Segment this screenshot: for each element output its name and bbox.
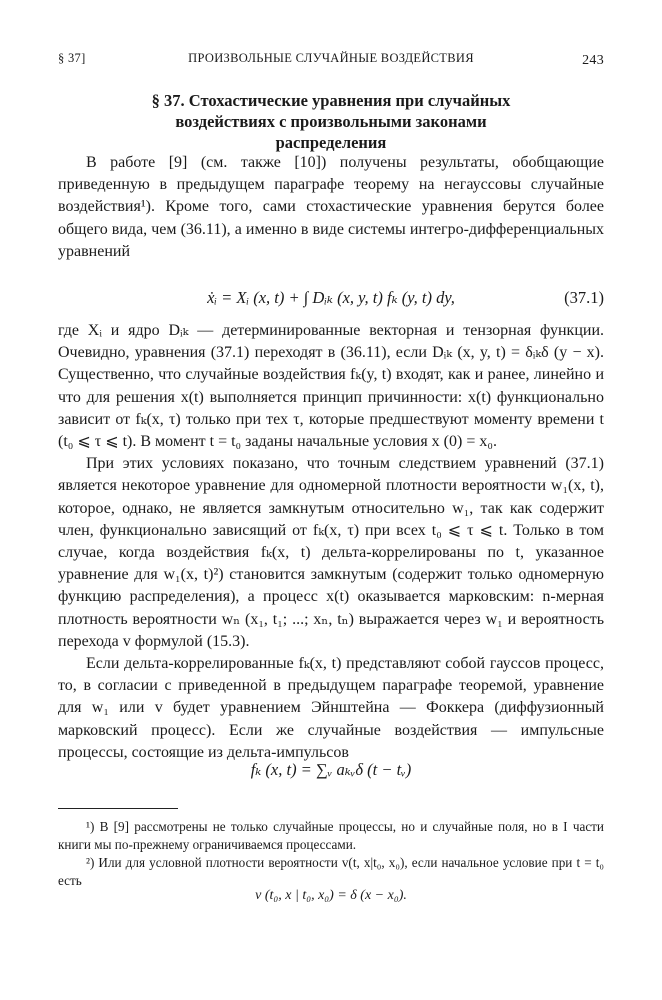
title-line-1: § 37. Стохастические уравнения при случайных [151,91,511,110]
paragraph-1: В работе [9] (см. также [10]) получены результаты, обобщающие приведенную в предыдущем параграфе теорему на негауссовы случайные воздействия¹). Кроме того, сами стохастические уравнения берутся более общего вида, чем (36.11), а именно в виде системы интегро-дифференциальных уравнений [58,154,604,260]
footnote-rule [58,808,178,809]
title-line-3: распределения [275,133,387,152]
header-running-title: ПРОИЗВОЛЬНЫЕ СЛУЧАЙНЫЕ ВОЗДЕЙСТВИЯ [188,51,474,65]
paragraph-2: где Xᵢ и ядро Dᵢₖ — детерминированные векторная и тензорная функции. Очевидно, уравнения (37.1) переходят в (36.11), если Dᵢₖ (x, y, t) = δᵢₖδ (y − x). Существенно, что случайные воздействия fₖ(y, t) входят, как и ранее, линейно и что для решения x(t) выполняется принцип причинности: x(t) функционально зависит от fₖ(x, τ) только при тех τ, которые предшествуют моменту времени t (t₀ ⩽ τ ⩽ t). В момент t = t₀ заданы начальные условия x (0) = x₀. [58,322,604,451]
equation-impulses-body: fₖ (x, t) = ∑ᵥ aₖᵥδ (t − tᵥ) [250,760,412,779]
page-number: 243 [582,53,604,68]
equation-37-1-body: ẋᵢ = Xᵢ (x, t) + ∫ Dᵢₖ (x, y, t) fₖ (y, t) dy, [207,288,455,307]
equation-37-1-label: (37.1) [564,288,604,307]
equation-impulses [58,760,604,780]
footnote-1: ¹) В [9] рассмотрены не только случайные процессы, но и случайные поля, но в I части книги мы по-прежнему ограничиваемся процессами. [58,819,604,852]
paragraph-4: Если дельта-коррелированные fₖ(x, t) представляют собой гауссов процесс, то, в согласии с приведенной в предыдущем параграфе теоремой, уравнение для w₁ или v будет уравнением Эйнштейна — Фоккера (диффузионный марковский процесс). Если же случайные воздействия — импульсные процессы, состоящие из дельта-импульсов [58,655,604,761]
header-section: § 37] [58,51,86,65]
running-header [58,48,604,70]
footnote-2: ²) Или для условной плотности вероятности v(t, x|t₀, x₀), если начальное условие при t = t₀ есть [58,855,604,888]
footnote-equation: v (t₀, x | t₀, x₀) = δ (x − x₀). [255,888,407,903]
equation-37-1 [58,288,604,308]
main-text [58,152,604,263]
paragraph-3: При этих условиях показано, что точным следствием уравнений (37.1) является некоторое уравнение для одномерной плотности вероятности w₁(x, t), которое, однако, не является замкнутым относительно w₁, так как содержит член, функционально зависящий от fₖ(x, τ) при всех t₀ ⩽ τ ⩽ t. Только в том случае, когда воздействия fₖ(x, t) дельта-коррелированы по t, указанное уравнение для w₁(x, t)²) становится замкнутым (содержит только одномерную функцию распределения), а процесс x(t) оказывается марковским: n-мерная плотность вероятности wₙ (x₁, t₁; ...; xₙ, tₙ) выражается через w₁ и вероятность перехода v формулой (15.3). [58,455,604,650]
section-title [80,90,582,153]
title-line-2: воздействиях с произвольными законами [175,112,487,131]
main-text-2 [58,320,604,764]
footnotes [58,818,604,890]
